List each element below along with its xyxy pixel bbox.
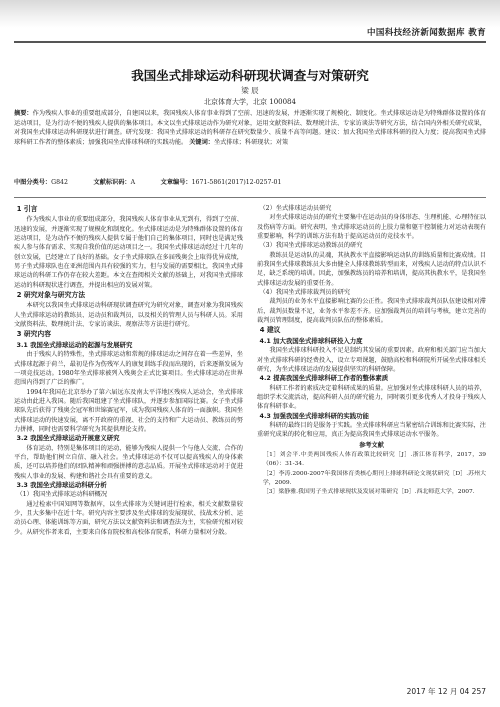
paper-affiliation: 北京体育大学，北京 100084 [204,98,296,106]
abstract [14,109,486,177]
paragraph: 裁判员的业务水平直接影响比赛的公正性。我国坐式排球裁判员队伍建设相对滞后，裁判员数量不足，业务水平参差不齐。应加强裁判员的培训与考核，建立完善的裁判员管理制度，提高裁判员队伍的整体素质。 [257,298,486,325]
doc-code-value: A [130,179,136,186]
abstract-text: 作为残疾人事业的重要组成部分，自建国以来，我国残疾人体育事业得到了空前、迅速的发展，并逐渐实现了规模化、制度化。坐式排球运动是为特殊群体设置的体育运动项目，是为行动不便的残疾人提供的集体项目。本文以坐式排球运动作为研究对象，运用文献资料法、数理统计法、专家访谈法等研究方法，结合国内外相关研究成果，对我国坐式排球运动科研现状进行调查。研究发现：我国坐式排球运动的科研存在研究数量少、质量不高等问题。建议：加大我国坐式排球科研的投入力度；提高我国坐式排球科研工作者的整体素质；加强我国坐式排球科研的实践功能。 [14,110,486,146]
meta-rule [14,197,486,198]
paragraph: 对坐式排球运动员的研究主要集中在运动员的身体形态、生理机能、心理特征以及伤病等方面。研究表明，坐式排球运动员的上肢力量和躯干控制能力对运动表现有重要影响，科学的训练方法有助于提高运动员的竞技水平。 [257,214,486,241]
doc-code-label: 文献标识码： [93,179,131,186]
page-footer: 2017 年 12 月 04 257 [406,687,486,696]
section-heading: 4 建议 [259,326,281,335]
sub-subsection-heading: （2）坐式排球运动员研究 [259,205,332,212]
page-header [0,0,500,46]
keywords-label: 关键词： [189,138,214,146]
classification-row [14,177,486,186]
paragraph: 体育运动，特别是集体项目的运动，能够为残疾人提供一个与他人交流、合作的平台，帮助他们树立自信、融入社会。坐式排球运动不仅可以提高残疾人的身体素质，还可以培养他们的团队精神和顽强拼搏的意志品质。开展坐式排球运动对于促进残疾人事业的发展、构建和谐社会具有重要的意义。 [14,444,243,480]
sub-subsection-heading: （1）我国坐式排球运动科研概况 [16,491,108,499]
left-column [14,204,243,670]
paper-title: 我国坐式排球运动科研现状调查与对策研究 [131,68,369,83]
subsection-heading: 3.2 我国坐式排球运动开展意义研究 [16,434,120,443]
paragraph: 科研的最终目的是服务于实践。坐式排球科研应当紧密结合训练和比赛实际，注重研究成果的转化和应用，真正为提高我国坐式排球运动水平服务。 [257,421,486,439]
header-rule [14,41,486,43]
references-heading: 参考文献 [359,441,384,449]
paragraph: 本研究以我国坐式排球运动科研现状调查研究为研究对象，调查对象为我国残疾人坐式排球运动的教练员、运动员和裁判员，以及相关的管理人员与科研人员。采用文献资料法、数理统计法、专家访谈法、观察法等方法进行研究。 [14,302,243,329]
reference-item: ［3］梁静雅.我国男子坐式排球现状及发展对策研究［D］.西北师范大学，2007. [262,489,475,496]
paragraph: 教练员是运动队的灵魂，其执教水平直接影响运动队的训练质量和比赛成绩。目前我国坐式排球教练员大多由健全人排球教练转型而来，对残疾人运动的特点认识不足，缺乏系统的培训。因此，加强教练员的培养和培训，提高其执教水平，是我国坐式排球运动发展的重要任务。 [257,251,486,287]
journal-name: 中国科技经济新闻数据库 教育 [366,28,486,38]
sub-subsection-heading: （3）我国坐式排球运动教练员的研究 [259,242,363,250]
reference-item: ［1］刘会平.中美两国残疾人体育政策比较研究［J］.浙江体育科学，2017，39（06）：31-34. [262,451,486,468]
subsection-heading: 4.1 加大我国坐式排球科研投入力度 [259,336,363,345]
section-heading: 3 研究内容 [16,330,52,339]
article-no-value: 1671-5861(2017)12-0257-01 [191,179,282,186]
paragraph: 作为残疾人事业的重要组成部分，我国残疾人体育事业从无到有，得到了空前、迅速的发展，并逐渐实现了规模化和制度化。坐式排球运动是为特殊群体设置的体育运动项目，是为动作不便的残疾人提供专属于他们自己的集体项目，同时也是满足残疾人参与体育需求、实现自我价值的运动项目之一。我国坐式排球运动经过十几年的创立发展，已经建立了良好的基础。女子坐式排球队在多届残奥会上取得优异成绩，男子坐式排球队也在亚洲范围内具有较强的实力，但与发展的需要相比，我国坐式排球运动的科研工作仍存在较大差距。本文在查阅相关文献的基础上，对我国坐式排球运动的科研现状进行调查，并提出相应的发展对策。 [14,216,243,289]
reference-item: ［2］李涛.2000-2007年我国体育类核心期刊上排球科研论文现状研究［D］.苏州大学，2009. [262,470,486,486]
paragraph: 由于残疾人的特殊性，坐式排球运动和常规的排球运动之间存在着一些差异，坐式排球起源于荷兰，最初是作为伤残军人的康复训练手段而出现的，后来逐渐发展为一项竞技运动。1980年坐式排球被列入残奥会正式比赛项目。坐式排球运动在世界范围内得到了广泛的推广。 [14,351,243,387]
header-gradient [0,0,500,28]
paragraph: 科研工作者的素质决定着科研成果的质量。应加强对坐式排球科研人员的培养，组织学术交流活动，提高科研人员的研究能力，同时吸引更多优秀人才投身于残疾人体育科研事业。 [257,384,486,411]
right-column [257,204,486,670]
sub-subsection-heading: （4）我国坐式排球裁判员的研究 [259,289,351,297]
clc-label: 中图分类号： [14,179,52,186]
section-heading: 1 引言 [16,205,38,213]
subsection-heading: 4.2 提高我国坐式排球科研工作者的整体素质 [259,374,389,383]
subsection-heading: 3.3 我国坐式排球运动科研分析 [16,480,107,489]
abstract-label: 摘要： [14,110,33,117]
section-heading: 2 研究对象与研究方法 [16,291,85,300]
subsection-heading: 4.3 加强我国坐式排球科研的实践功能 [259,411,369,420]
article-no-label: 文章编号： [160,179,192,186]
paper-author: 梁 辰 [241,86,259,95]
keywords-text: 坐式排球；科研现状；对策 [213,138,289,146]
subsection-heading: 3.1 我国坐式排球运动的起源与发展研究 [16,340,133,349]
paragraph: 我国坐式排球科研投入不足是制约其发展的重要因素。政府和相关部门应当加大对坐式排球科研的经费投入，设立专项课题，鼓励高校和科研院所开展坐式排球相关研究，为坐式排球运动的发展提供坚实的科研保障。 [257,347,486,373]
paragraph: 通过检索中国知网等数据库，以坐式排球为关键词进行检索，相关文献数量较少，且大多集中在近十年。研究内容主要涉及坐式排球的发展现状、技战术分析、运动员心理、体能训练等方面，研究方法以文献资料法和调查法为主，实验研究相对较少。从研究作者来看，主要来自体育院校和高校体育院系，科研力量相对分散。 [14,500,243,536]
clc-value: G842 [51,179,68,186]
paragraph: 1994年我国在北京举办了第六届远东及南太平洋地区残疾人运动会，坐式排球运动由此进入我国。随后我国组建了坐式排球队，并逐步参加国际比赛。女子坐式排球队先后获得了残奥会冠军和世锦赛冠军，成为我国残疾人体育的一面旗帜。我国坐式排球运动的快速发展，离不开政府的重视、社会的支持和广大运动员、教练员的努力拼搏，同时也需要科学研究为其提供理论支持。 [14,388,243,433]
